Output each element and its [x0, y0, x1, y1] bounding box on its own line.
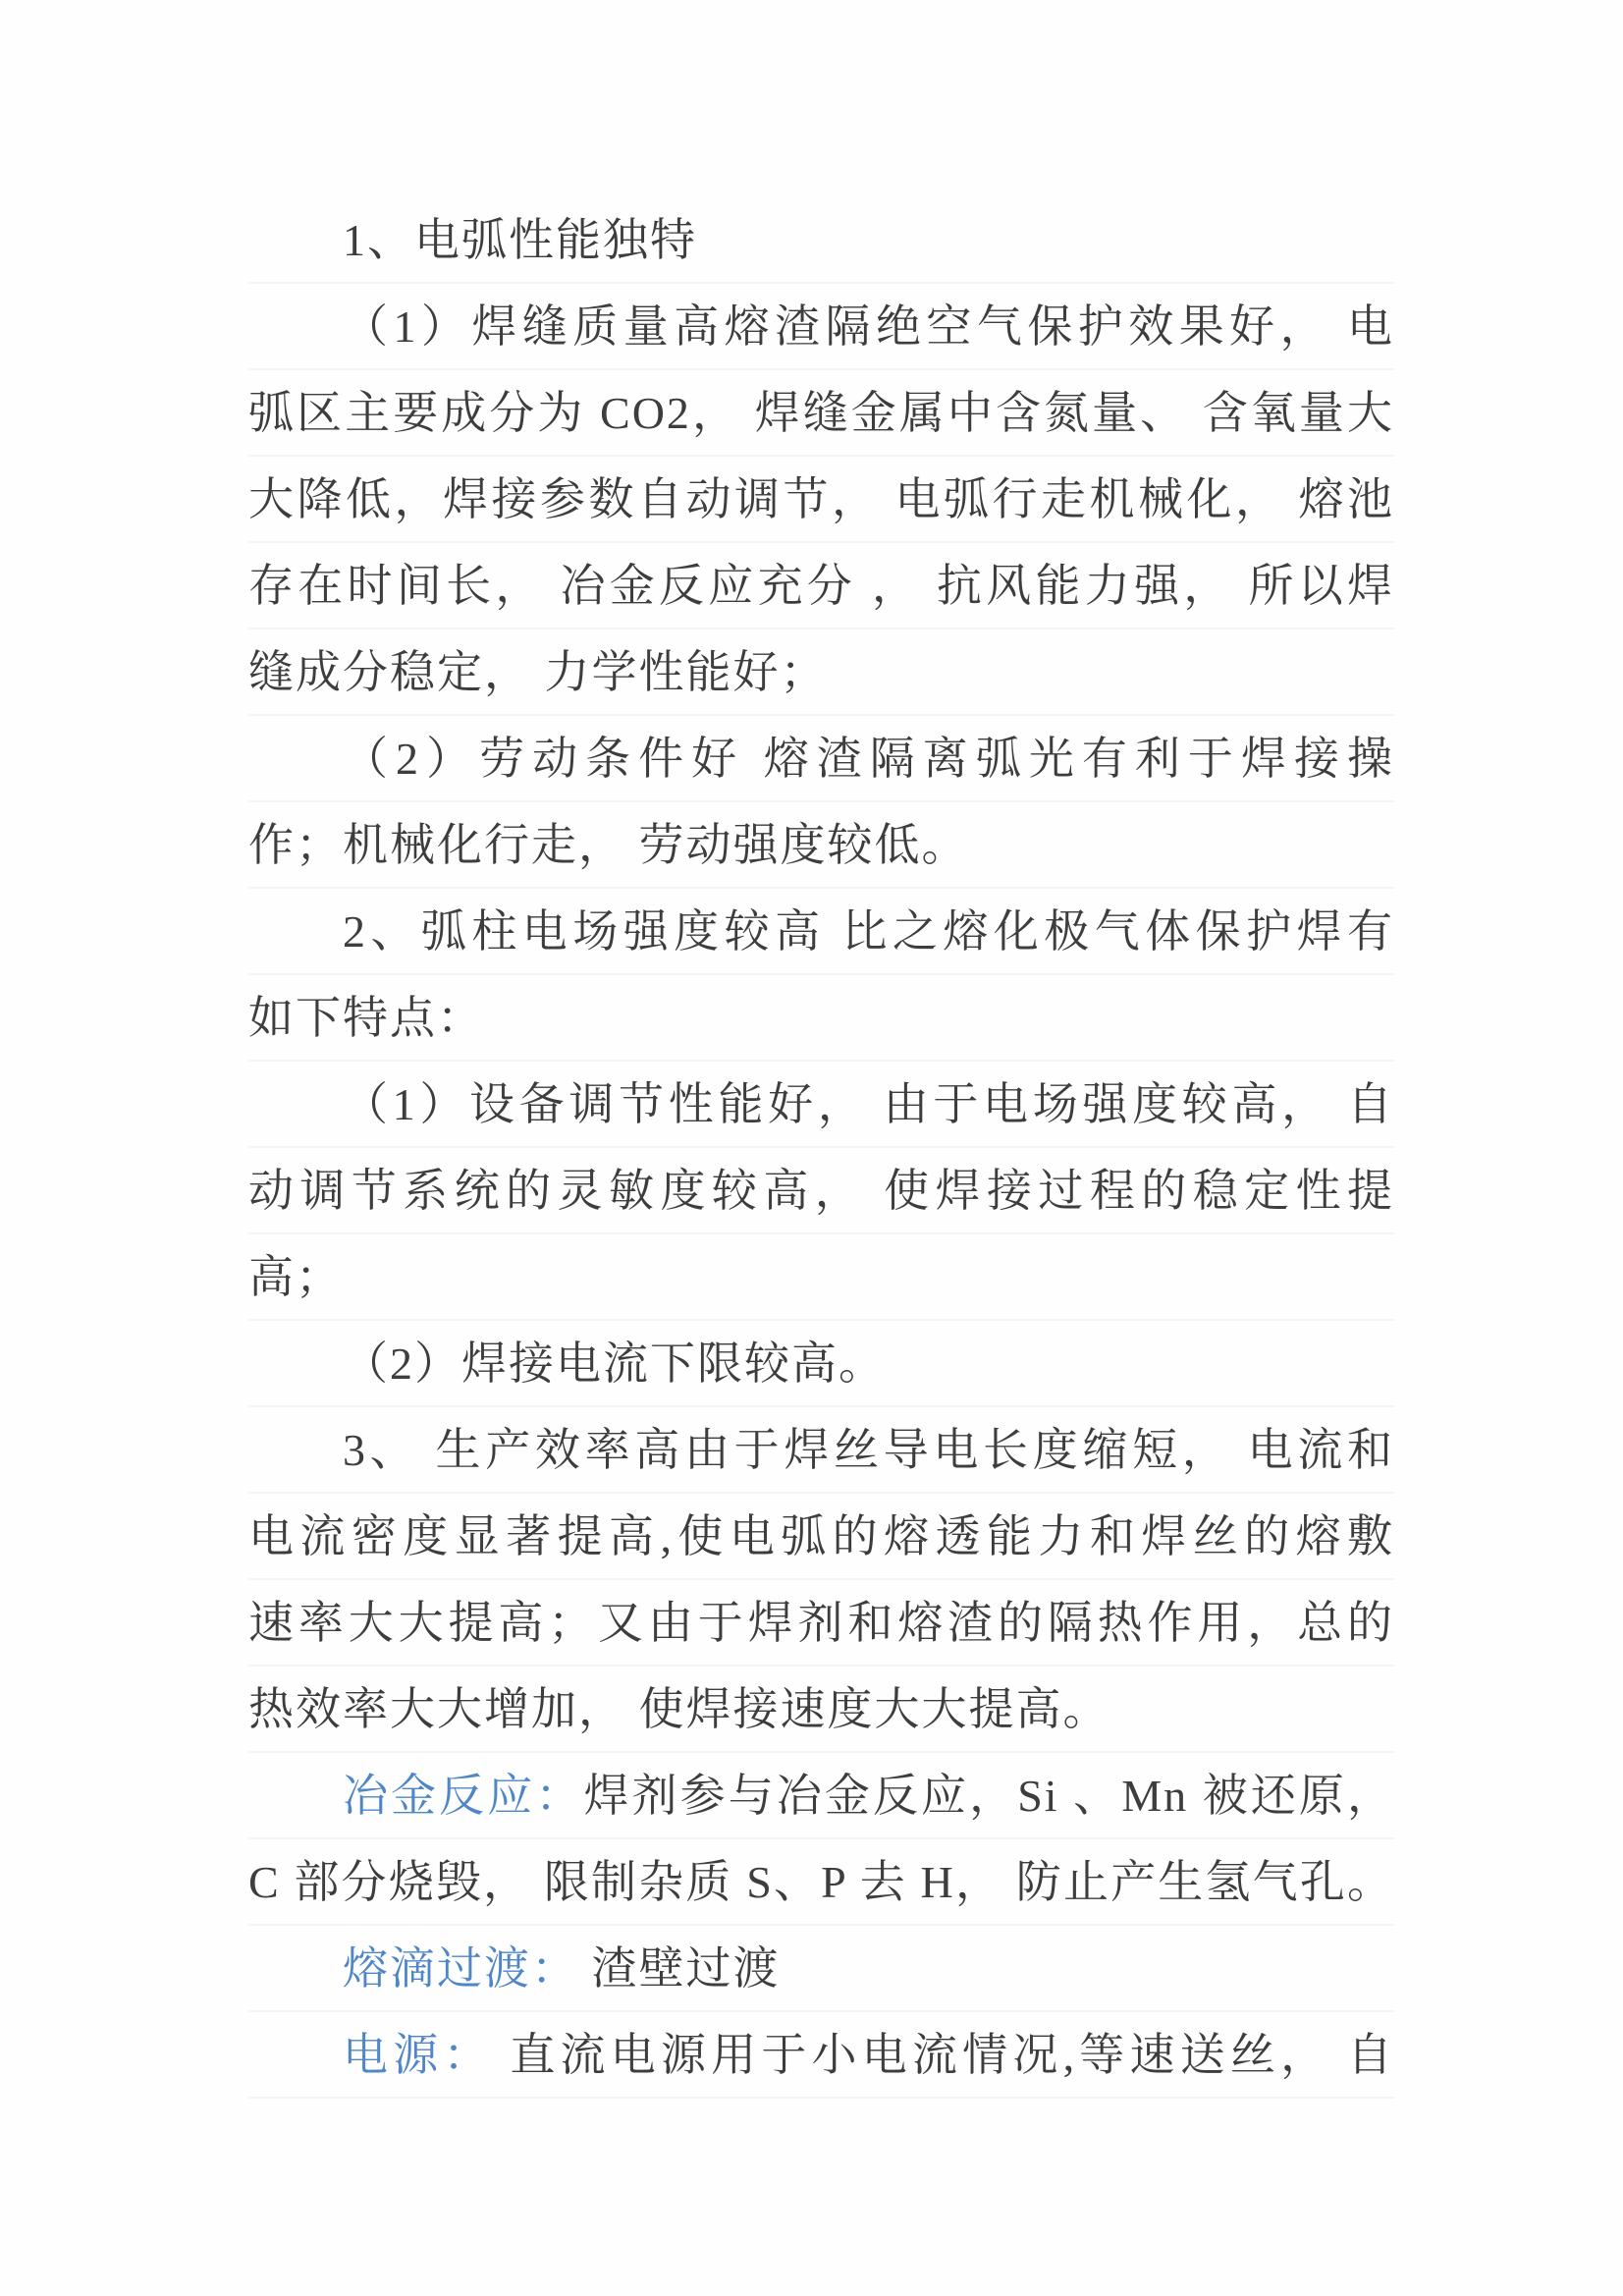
text-line: （2）焊接电流下限较高。: [343, 1339, 886, 1389]
text-line: （2）劳动条件好 熔渣隔离弧光有利于焊接操: [343, 734, 1394, 784]
text-line: 弧区主要成分为 CO2， 焊缝金属中含氮量、 含氧量大: [248, 388, 1394, 438]
text-line: 高；: [248, 1252, 343, 1302]
text-line: 如下特点：: [248, 993, 484, 1043]
text-span: 渣壁过渡: [578, 1943, 781, 1994]
text-line: 大降低，焊接参数自动调节， 电弧行走机械化， 熔池: [248, 474, 1394, 524]
text-block: [248, 197, 1394, 2099]
text-line: C 部分烧毁， 限制杂质 S、P 去 H， 防止产生氢气孔。: [248, 1857, 1394, 1907]
label-droplet-transfer: 熔滴过渡：: [343, 1943, 578, 1994]
text-line: （1）设备调节性能好， 由于电场强度较高， 自: [343, 1079, 1394, 1129]
text-span: 焊剂参与冶金反应，Si 、Mn 被还原，: [583, 1771, 1395, 1821]
text-line: 电流密度显著提高,使电弧的熔透能力和焊丝的熔敷: [248, 1511, 1394, 1561]
label-metallurgy-reaction: 冶金反应：: [343, 1771, 584, 1821]
text-line-droplet: [248, 1926, 1394, 2012]
text-line: 作；机械化行走， 劳动强度较低。: [248, 820, 969, 870]
text-line-power: [248, 2012, 1394, 2099]
text-line-heading-3: 3、 生产效率高由于焊丝导电长度缩短， 电流和: [343, 1425, 1394, 1475]
text-line: 缝成分稳定， 力学性能好；: [248, 647, 828, 697]
text-line-heading-1: 1、电弧性能独特: [343, 215, 697, 265]
text-line: 热效率大大增加， 使焊接速度大大提高。: [248, 1684, 1110, 1734]
text-line-metallurgy: [248, 1753, 1394, 1839]
text-line: 速率大大提高；又由于焊剂和熔渣的隔热作用，总的: [248, 1598, 1394, 1648]
label-power-source: 电源：: [343, 2030, 494, 2080]
text-line: （1）焊缝质量高熔渣隔绝空气保护效果好， 电: [343, 301, 1394, 352]
text-line-heading-2: 2、弧柱电场强度较高 比之熔化极气体保护焊有: [343, 906, 1394, 957]
text-line: 存在时间长， 冶金反应充分 ， 抗风能力强， 所以焊: [248, 561, 1395, 611]
text-span: 直流电源用于小电流情况,等速送丝， 自: [493, 2030, 1395, 2080]
text-line: 动调节系统的灵敏度较高， 使焊接过程的稳定性提: [248, 1166, 1394, 1216]
